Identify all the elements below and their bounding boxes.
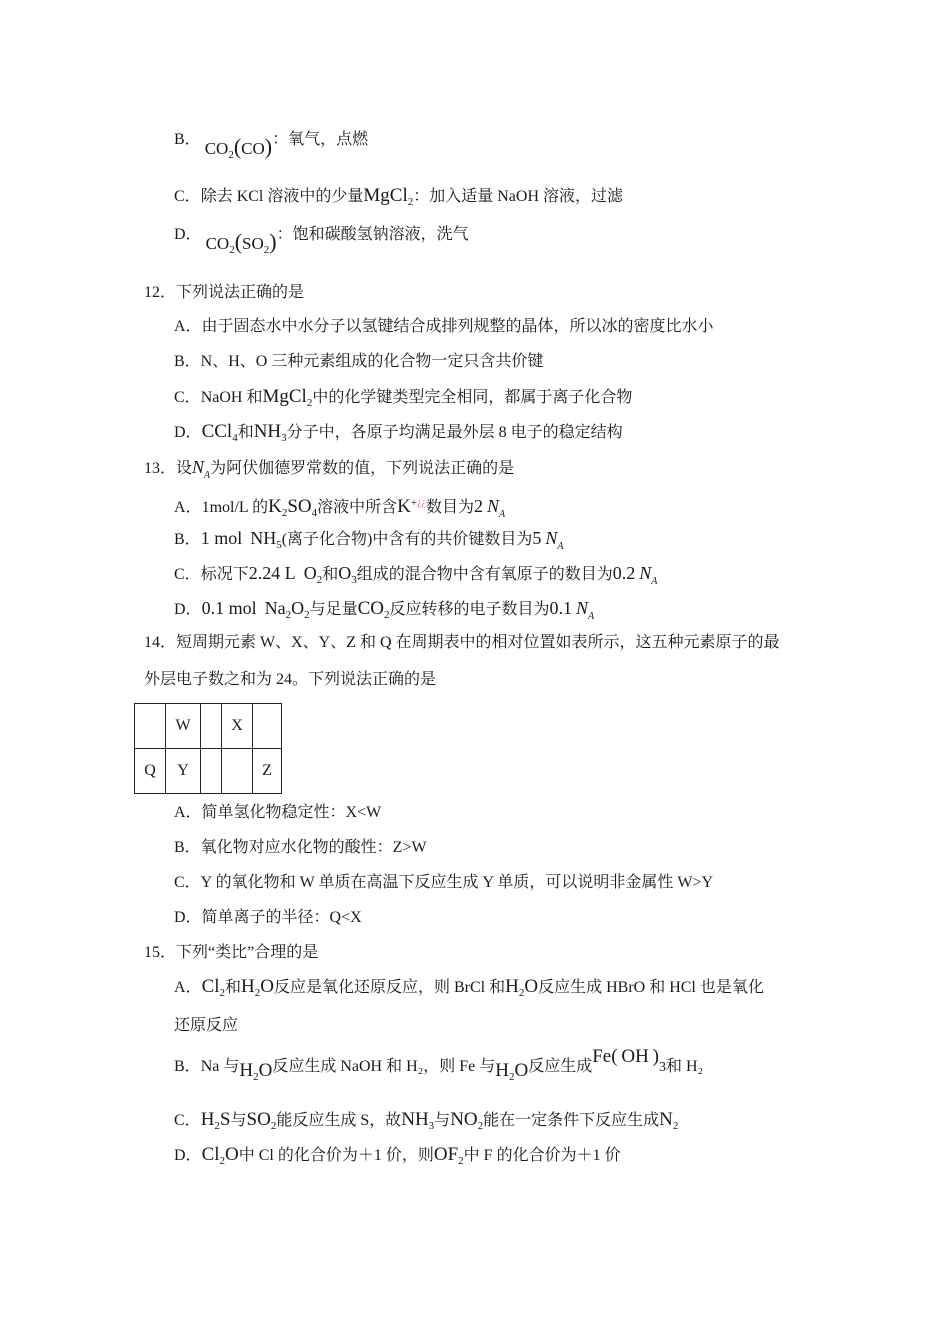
q14-option-d: D．简单离子的半径：Q<X bbox=[174, 909, 362, 926]
option-text: Na 与 bbox=[200, 1058, 240, 1075]
option-text: 分子中，各原子均满足最外层 8 电子的稳定结构 bbox=[286, 424, 623, 441]
q15-option-b bbox=[174, 1046, 704, 1083]
option-text: 除去 KCl 溶液中的少量 bbox=[200, 188, 364, 205]
formula-nh3: $NH_3$ bbox=[253, 421, 287, 444]
formula-of2: $OF_2$ bbox=[433, 1144, 464, 1167]
q15-option-c bbox=[174, 1109, 678, 1132]
formula-cl2o: $Cl_2O$ bbox=[201, 1144, 239, 1167]
formula-so2: $SO_2$ bbox=[246, 1109, 277, 1132]
number-value: 5 bbox=[532, 528, 542, 548]
formula-h2o: $H_2O$ bbox=[241, 976, 274, 999]
table-cell bbox=[201, 704, 222, 749]
option-text: ：饱和碳酸氢钠溶液，洗气 bbox=[276, 226, 469, 243]
q12-option-b: B．N、H、O 三种元素组成的化合物一定只含共价键 bbox=[174, 353, 544, 370]
q14-stem-line2: 外层电子数之和为 24。下列说法正确的是 bbox=[144, 671, 437, 688]
formula-nh5: $NH_5$ bbox=[250, 528, 282, 551]
table-cell: W bbox=[166, 704, 201, 749]
option-label: D． bbox=[174, 1147, 202, 1164]
stem-text: 为阿伏伽德罗常数的值，下列说法正确的是 bbox=[210, 460, 515, 477]
option-label: C． bbox=[174, 188, 201, 205]
formula-no2: $NO_2$ bbox=[450, 1109, 484, 1132]
option-label: B． bbox=[174, 131, 201, 148]
option-text: 中的化学键类型完全相同，都属于离子化合物 bbox=[312, 389, 633, 406]
option-text: 反应生成 HBrO 和 HCl 也是氧化 bbox=[538, 979, 764, 996]
option-text: 和 H₂ bbox=[665, 1058, 704, 1075]
q13-stem bbox=[144, 456, 514, 480]
table-cell bbox=[201, 749, 222, 794]
q11-option-c bbox=[174, 185, 623, 208]
table-row bbox=[135, 749, 282, 794]
quantity-value: 2.24 L bbox=[248, 563, 296, 583]
q11-option-b bbox=[174, 128, 369, 161]
option-text: 数目为 bbox=[425, 499, 474, 516]
table-cell: X bbox=[222, 704, 253, 749]
table-cell bbox=[253, 704, 282, 749]
option-text: ：氧气，点燃 bbox=[272, 131, 369, 148]
table-cell bbox=[222, 749, 253, 794]
q13-option-a bbox=[174, 492, 505, 519]
q14-option-b: B．氧化物对应水化物的酸性：Z>W bbox=[174, 839, 427, 856]
option-text: ：加入适量 NaOH 溶液，过滤 bbox=[413, 188, 624, 205]
option-label: C． bbox=[174, 1112, 201, 1129]
formula-mgcl2: MgCl$_2$ bbox=[363, 185, 414, 208]
q15-option-d bbox=[174, 1144, 621, 1167]
stem-text: 13．设 bbox=[144, 460, 193, 477]
formula-co2-co: $CO_2(CO)$ bbox=[204, 134, 273, 161]
option-label: C． bbox=[174, 389, 201, 406]
option-text: 反应生成 NaOH 和 H₂，则 Fe 与 bbox=[272, 1058, 496, 1075]
option-text: 反应是氧化还原反应，则 BrCl 和 bbox=[274, 979, 506, 996]
formula-h2o: $H_2O$ bbox=[505, 976, 539, 999]
q12-option-d bbox=[174, 421, 623, 444]
option-label: D． bbox=[174, 601, 202, 618]
option-text: 能反应生成 S，故 bbox=[276, 1112, 402, 1129]
formula-o3: $O_3$ bbox=[338, 563, 357, 586]
formula-h2o: $H_2O$ bbox=[495, 1060, 529, 1083]
q14-option-c: C．Y 的氧化物和 W 单质在高温下反应生成 Y 单质，可以说明非金属性 W>Y bbox=[174, 874, 714, 891]
formula-co2: $CO_2$ bbox=[357, 598, 390, 621]
formula-fe-oh-3: Fe( OH )3 bbox=[592, 1046, 666, 1075]
periodic-table-fragment bbox=[134, 703, 282, 794]
option-text: 标况下 bbox=[200, 566, 249, 583]
formula-h2s: $H_2S$ bbox=[200, 1109, 231, 1132]
table-row bbox=[135, 704, 282, 749]
option-text: 与 bbox=[434, 1112, 451, 1129]
number-value: 0.2 bbox=[612, 563, 636, 583]
option-text: 和 bbox=[225, 979, 242, 996]
option-label: D． bbox=[174, 424, 202, 441]
formula-o2: $O_2$ bbox=[303, 563, 323, 586]
option-text: 中 F 的化合价为＋1 价 bbox=[463, 1147, 621, 1164]
option-text: (离子化合物)中含有的共价键数目为 bbox=[281, 531, 533, 548]
option-text: 与 bbox=[230, 1112, 247, 1129]
table-cell bbox=[135, 704, 166, 749]
option-text: 组成的混合物中含有氧原子的数目为 bbox=[356, 566, 613, 583]
formula-nh3: $NH_3$ bbox=[401, 1109, 435, 1132]
option-text: 中 Cl 的化合价为＋1 价，则 bbox=[238, 1147, 434, 1164]
option-label: A． bbox=[174, 979, 202, 996]
quantity-value: 1 mol bbox=[200, 528, 243, 548]
q15-option-a-line2: 还原反应 bbox=[174, 1017, 239, 1034]
avogadro-symbol: $N_A$ bbox=[639, 563, 658, 587]
formula-co2-so2: $CO_2(SO_2)$ bbox=[205, 229, 277, 256]
formula-n2: $N_2$ bbox=[659, 1109, 679, 1132]
option-label: D． bbox=[174, 226, 202, 243]
q12-option-a: A．由于固态水中水分子以氢键结合成排列规整的晶体，所以冰的密度比水小 bbox=[174, 318, 714, 335]
q14-stem-line1: 14．短周期元素 W、X、Y、Z 和 Q 在周期表中的相对位置如表所示，这五种元素原子的最 bbox=[144, 634, 780, 651]
q15-option-a bbox=[174, 976, 764, 999]
option-text: 与足量 bbox=[309, 601, 358, 618]
q15-stem: 15．下列“类比”合理的是 bbox=[144, 944, 319, 961]
quantity-value: 0.1 mol bbox=[201, 598, 257, 618]
q13-option-b bbox=[174, 527, 564, 551]
avogadro-symbol: $N_A$ bbox=[487, 496, 506, 520]
formula-na2o2: $Na_2O_2$ bbox=[264, 598, 310, 621]
number-value: 0.1 bbox=[549, 598, 573, 618]
formula-mgcl2: MgCl$_2$ bbox=[262, 386, 313, 409]
option-text: 反应生成 bbox=[528, 1058, 593, 1075]
option-label: B． bbox=[174, 531, 201, 548]
q13-option-d bbox=[174, 597, 594, 621]
table-cell: Q bbox=[135, 749, 166, 794]
option-text: 和 bbox=[237, 424, 254, 441]
formula-h2o: $H_2O$ bbox=[239, 1060, 273, 1083]
table-cell: Z bbox=[253, 749, 282, 794]
avogadro-symbol: $N_A$ bbox=[576, 598, 595, 622]
q14-option-a: A．简单氢化物稳定性：X<W bbox=[174, 804, 382, 821]
q12-option-c bbox=[174, 386, 632, 409]
formula-cl2: $Cl_2$ bbox=[201, 976, 226, 999]
formula-ccl4: CCl$_4$ bbox=[201, 421, 238, 444]
option-text: 能在一定条件下反应生成 bbox=[483, 1112, 660, 1129]
formula-k-ion: K+¿¿ bbox=[397, 496, 426, 517]
avogadro-symbol: $N_A$ bbox=[192, 457, 211, 481]
option-text: 1mol/L 的 bbox=[201, 499, 269, 516]
q13-option-c bbox=[174, 562, 657, 586]
avogadro-symbol: $N_A$ bbox=[545, 528, 564, 552]
table-cell: Y bbox=[166, 749, 201, 794]
option-text: 溶液中所含 bbox=[317, 499, 398, 516]
q11-option-d bbox=[174, 223, 469, 256]
formula-k2so4: $K_2SO_4$ bbox=[268, 496, 318, 519]
option-label: A． bbox=[174, 499, 202, 516]
number-value: 2 bbox=[474, 496, 483, 516]
option-text: 和 bbox=[322, 566, 339, 583]
q12-stem: 12．下列说法正确的是 bbox=[144, 284, 305, 301]
option-text: 反应转移的电子数目为 bbox=[389, 601, 550, 618]
option-text: NaOH 和 bbox=[200, 389, 263, 406]
option-label: B． bbox=[174, 1058, 201, 1075]
option-label: C． bbox=[174, 566, 201, 583]
